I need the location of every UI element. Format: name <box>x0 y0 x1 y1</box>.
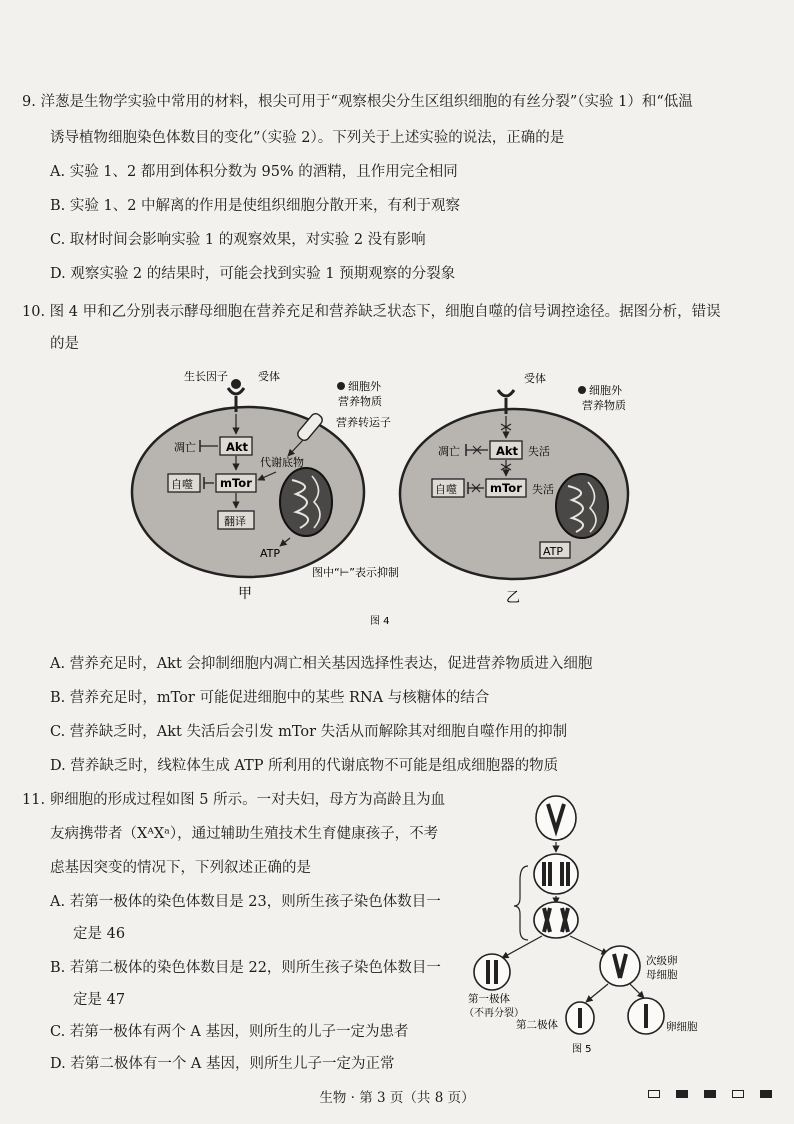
footer-mark-empty-2 <box>732 1090 744 1098</box>
footer-mark-filled-2 <box>704 1090 716 1098</box>
label-receptor: 受体 <box>258 370 280 383</box>
q11-stem-line-2: 友病携带者（XᴬXᵃ），通过辅助生殖技术生育健康孩子，不考 <box>50 826 439 842</box>
q9-option-b: B. 实验 1、2 中解离的作用是使组织细胞分散开来，有利于观察 <box>50 198 461 214</box>
q11-stem-line-1: 11. 卵细胞的形成过程如图 5 所示。一对夫妇，母方为高龄且为血 <box>22 792 446 808</box>
label-nutrient-outside: 细胞外 <box>348 380 381 393</box>
figure-5-caption: 图 5 <box>572 1044 592 1055</box>
q10-option-c: C. 营养缺乏时，Akt 失活后会引发 mTor 失活从而解除其对细胞自噬作用的抑制 <box>50 724 568 740</box>
akt-box-jia: Akt <box>226 440 249 454</box>
footer-mark-filled-3 <box>760 1090 772 1098</box>
growth-factor-icon <box>231 379 241 389</box>
label-akt-inactive: 失活 <box>528 445 550 458</box>
label-first-polar-body-2: （不再分裂） <box>464 1008 524 1019</box>
figure-5 <box>462 790 698 1060</box>
q10-stem-line-1: 10. 图 4 甲和乙分别表示酵母细胞在营养充足和营养缺乏状态下，细胞自噬的信号调控途径。据图分析，错误 <box>22 304 721 320</box>
q11-option-b-line-1: B. 若第二极体的染色体数目是 22，则所生孩子染色体数目一 <box>50 960 441 976</box>
q9-stem-line-1: 9. 洋葱是生物学实验中常用的材料，根尖可用于“观察根尖分生区组织细胞的有丝分裂”（实验 1）和“低温 <box>22 94 693 110</box>
label-atp-yi: ATP <box>543 545 564 558</box>
q10-option-a: A. 营养充足时，Akt 会抑制细胞内凋亡相关基因选择性表达，促进营养物质进入细胞 <box>50 656 593 672</box>
label-egg-cell: 卵细胞 <box>666 1021 698 1033</box>
label-nutrient-outside-2-yi: 营养物质 <box>582 399 626 412</box>
cell-yi <box>400 371 628 606</box>
q11-option-a-line-1: A. 若第一极体的染色体数目是 23，则所生孩子染色体数目一 <box>50 894 441 910</box>
q9-stem-line-2: 诱导植物细胞染色体数目的变化”（实验 2）。下列关于上述实验的说法，正确的是 <box>50 130 565 146</box>
legend-inhibit-note: 图中“⊢”表示抑制 <box>312 566 399 579</box>
label-receptor-yi: 受体 <box>524 372 546 385</box>
label-second-polar-body: 第二极体 <box>516 1019 558 1031</box>
q9-option-a: A. 实验 1、2 都用到体积分数为 95% 的酒精，且作用完全相同 <box>50 164 458 180</box>
q11-option-c: C. 若第一极体有两个 A 基因，则所生的儿子一定为患者 <box>50 1024 409 1040</box>
label-transporter: 营养转运子 <box>336 416 391 429</box>
akt-box-yi: Akt <box>496 444 519 458</box>
q9-option-d: D. 观察实验 2 的结果时，可能会找到实验 1 预期观察的分裂象 <box>50 266 456 282</box>
page-footer: 生物 · 第 3 页（共 8 页） <box>319 1090 475 1106</box>
nutrient-dot-icon-yi <box>578 386 586 394</box>
mtor-box-jia: mTor <box>220 476 252 490</box>
label-nutrient-outside-yi: 细胞外 <box>589 384 622 397</box>
label-secondary-oocyte-2: 母细胞 <box>646 969 678 981</box>
label-secondary-oocyte: 次级卵 <box>646 955 678 967</box>
label-apoptosis: 凋亡 <box>174 441 196 454</box>
label-mtor-inactive: 失活 <box>532 483 554 496</box>
q11-option-b-line-2: 定是 47 <box>73 992 126 1008</box>
mitochondrion-icon-yi <box>556 474 608 538</box>
q10-option-d: D. 营养缺乏时，线粒体生成 ATP 所利用的代谢底物不可能是组成细胞器的物质 <box>50 758 559 774</box>
nutrient-dot-icon <box>337 382 345 390</box>
figure-4 <box>120 362 680 632</box>
autophagy-box-jia: 自噬 <box>171 478 193 491</box>
figure-4-caption: 图 4 <box>370 616 390 627</box>
footer-mark-empty-1 <box>648 1090 660 1098</box>
label-apoptosis-yi: 凋亡 <box>438 445 460 458</box>
mtor-box-yi: mTor <box>490 481 522 495</box>
cell-label-jia: 甲 <box>238 586 252 602</box>
label-metabolite: 代谢底物 <box>260 456 304 469</box>
mitochondrion-icon <box>280 468 332 536</box>
footer-mark-filled-1 <box>676 1090 688 1098</box>
q9-option-c: C. 取材时间会影响实验 1 的观察效果，对实验 2 没有影响 <box>50 232 426 248</box>
q10-option-b: B. 营养充足时，mTor 可能促进细胞中的某些 RNA 与核糖体的结合 <box>50 690 490 706</box>
translation-box: 翻译 <box>224 515 246 528</box>
cell-label-yi: 乙 <box>506 590 520 606</box>
q11-option-d: D. 若第二极体有一个 A 基因，则所生儿子一定为正常 <box>50 1056 395 1072</box>
label-atp-jia: ATP <box>260 547 281 560</box>
q11-option-a-line-2: 定是 46 <box>73 926 126 942</box>
label-first-polar-body: 第一极体 <box>468 993 510 1005</box>
q11-stem-line-3: 虑基因突变的情况下，下列叙述正确的是 <box>50 860 311 876</box>
autophagy-box-yi: 自噬 <box>435 483 457 496</box>
label-growth-factor: 生长因子 <box>184 370 228 383</box>
label-nutrient-outside-2: 营养物质 <box>338 395 382 408</box>
q10-stem-line-2: 的是 <box>50 336 79 352</box>
